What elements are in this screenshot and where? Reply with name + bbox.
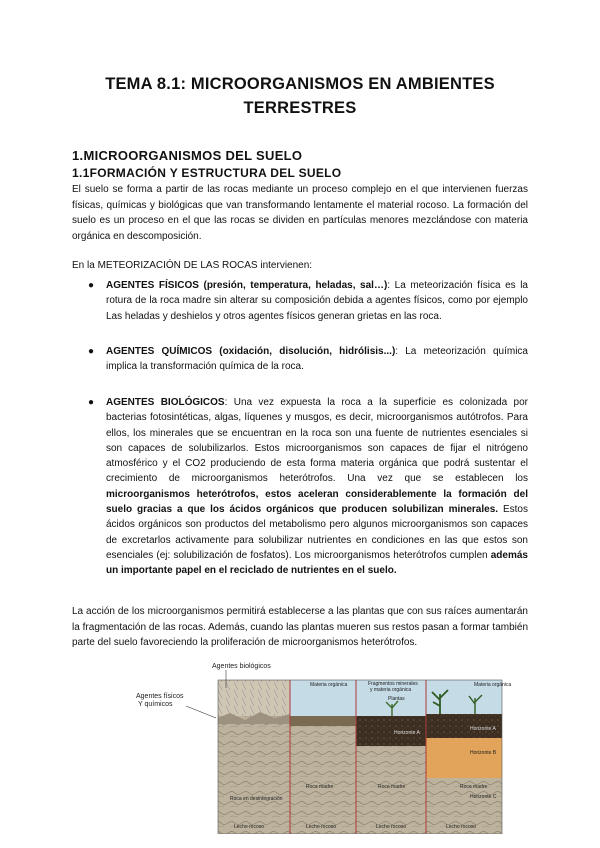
soil-formation-figure (130, 658, 520, 834)
bullet-dot: ● (88, 346, 95, 357)
bullet-dot: ● (88, 280, 95, 291)
label-bedrock-1: Roca madre (306, 784, 334, 790)
label-horizon-a-2: Horizonte A (470, 726, 496, 732)
label-horizon-a: Horizonte A (394, 730, 420, 736)
label-bedrock-2: Roca madre (378, 784, 406, 790)
list-item-chemical-agents (88, 344, 528, 375)
page-title (70, 72, 530, 120)
bullet-bold: además un importante papel en el reciclado de nutrientes en el suelo. (106, 549, 528, 577)
label-rock-bed-3: Lecho rocoso (376, 824, 407, 830)
label-mineral-organic: y materia orgánica (370, 687, 412, 693)
label-horizon-b: Horizonte B (470, 750, 497, 756)
label-plants: Plantas (388, 696, 405, 702)
label-chemical-agents: Y químicos (138, 701, 173, 708)
weathering-intro: En la METEORIZACIÓN DE LAS ROCAS intervienen: (72, 260, 313, 271)
label-rock-bed-4: Lecho rocoso (446, 824, 477, 830)
panel-mature-soil (426, 680, 502, 834)
bullet-bold: microorganismos heterótrofos, estos aceleran considerablemente la formación del suelo gracias a que los ácidos orgánicos que producen solubilizan minerales. (106, 488, 528, 516)
bullet-bold: AGENTES FÍSICOS (presión, temperatura, heladas, sal…) (106, 280, 388, 291)
intro-paragraph: El suelo se forma a partir de las rocas mediante un proceso complejo en el que intervienen fuerzas físicas, químicas y biológicas que van transformando lentamente el material rocoso. La formación del suelo es un proceso en el que las rocas se dividen en partículas menores mezclándose con materia orgánica en descomposición. (72, 184, 528, 242)
label-rock-bed-2: Lecho rocoso (306, 824, 337, 830)
bullet-text: Estos ácidos orgánicos son productos del metabolismo pero algunos microorganismos son capaces de excretarlos activamente para solubilizar nutrientes en condiciones en las que estos son esenciales (ej: solubilización de fosfatos). Los microorganismos heterótrofos cumplen (106, 504, 528, 561)
bullet-bold: AGENTES QUÍMICOS (oxidación, disolución, hidrólisis...) (106, 346, 396, 357)
panel-organic-matter (290, 680, 356, 834)
arrow-line (186, 706, 216, 718)
bullet-text: : La meteorización física es la rotura de la roca madre sin alterar su composición debida a agentes físicos, como por ejemplo Las heladas y deshielos y otros agentes físicos generan grietas en las roca. (106, 280, 528, 322)
label-horizon-c: Horizonte C (470, 794, 497, 800)
plants-paragraph: La acción de los microorganismos permitirá establecerse a las plantas que con sus raíces aumentarán la fragmentación de las rocas. Además, cuando las plantas mueren sus restos pasan a formar también parte del suelo favoreciendo la proliferación de microorganismos heterótrofos. (72, 606, 528, 648)
list-item-biological-agents (88, 395, 528, 579)
label-biological-agents: Agentes biológicos (212, 663, 271, 670)
label-organic-matter-2: Materia orgánica (474, 682, 512, 688)
bullet-bold: AGENTES BIOLÓGICOS (106, 397, 225, 408)
title-line-1: TEMA 8.1: MICROORGANISMOS EN AMBIENTES (105, 75, 495, 93)
bullet-text: : Una vez expuesta la roca a la superficie es colonizada por bacterias fotosintéticas, algas, líquenes y musgos, es decir, microorganismos autótrofos. Para ellos, los minerales que se encuentran en la roca son una fuente de nutrientes esenciales si son capaces de solubilizarlos. Estos microorganismos son capaces de fijar el nitrógeno atmosférico y el CO2 produciendo de esta forma materia orgánica que podrá sustentar el crecimiento de microorganismos heterótrofos. Una vez que se establecen los (106, 397, 528, 485)
list-item-physical-agents (88, 278, 528, 324)
title-line-2: TERRESTRES (243, 99, 357, 117)
bullet-dot: ● (88, 397, 95, 408)
section-heading: 1.MICROORGANISMOS DEL SUELO (72, 148, 303, 163)
label-bedrock-3: Roca madre (460, 784, 488, 790)
panel-minerals-plants (356, 680, 426, 834)
subsection-heading: 1.1FORMACIÓN Y ESTRUCTURA DEL SUELO (72, 166, 342, 180)
panel-weathering (218, 680, 290, 834)
label-physical-agents: Agentes físicos (136, 693, 184, 700)
label-disintegrating-rock: Roca en desintegración (230, 796, 283, 802)
bullet-text: : La meteorización química implica la transformación química de la roca. (106, 346, 528, 373)
label-organic-matter: Materia orgánica (310, 682, 348, 688)
label-rock-bed-1: Lecho rocoso (234, 824, 265, 830)
label-mineral-fragments: Fragmentos minerales (368, 681, 418, 687)
